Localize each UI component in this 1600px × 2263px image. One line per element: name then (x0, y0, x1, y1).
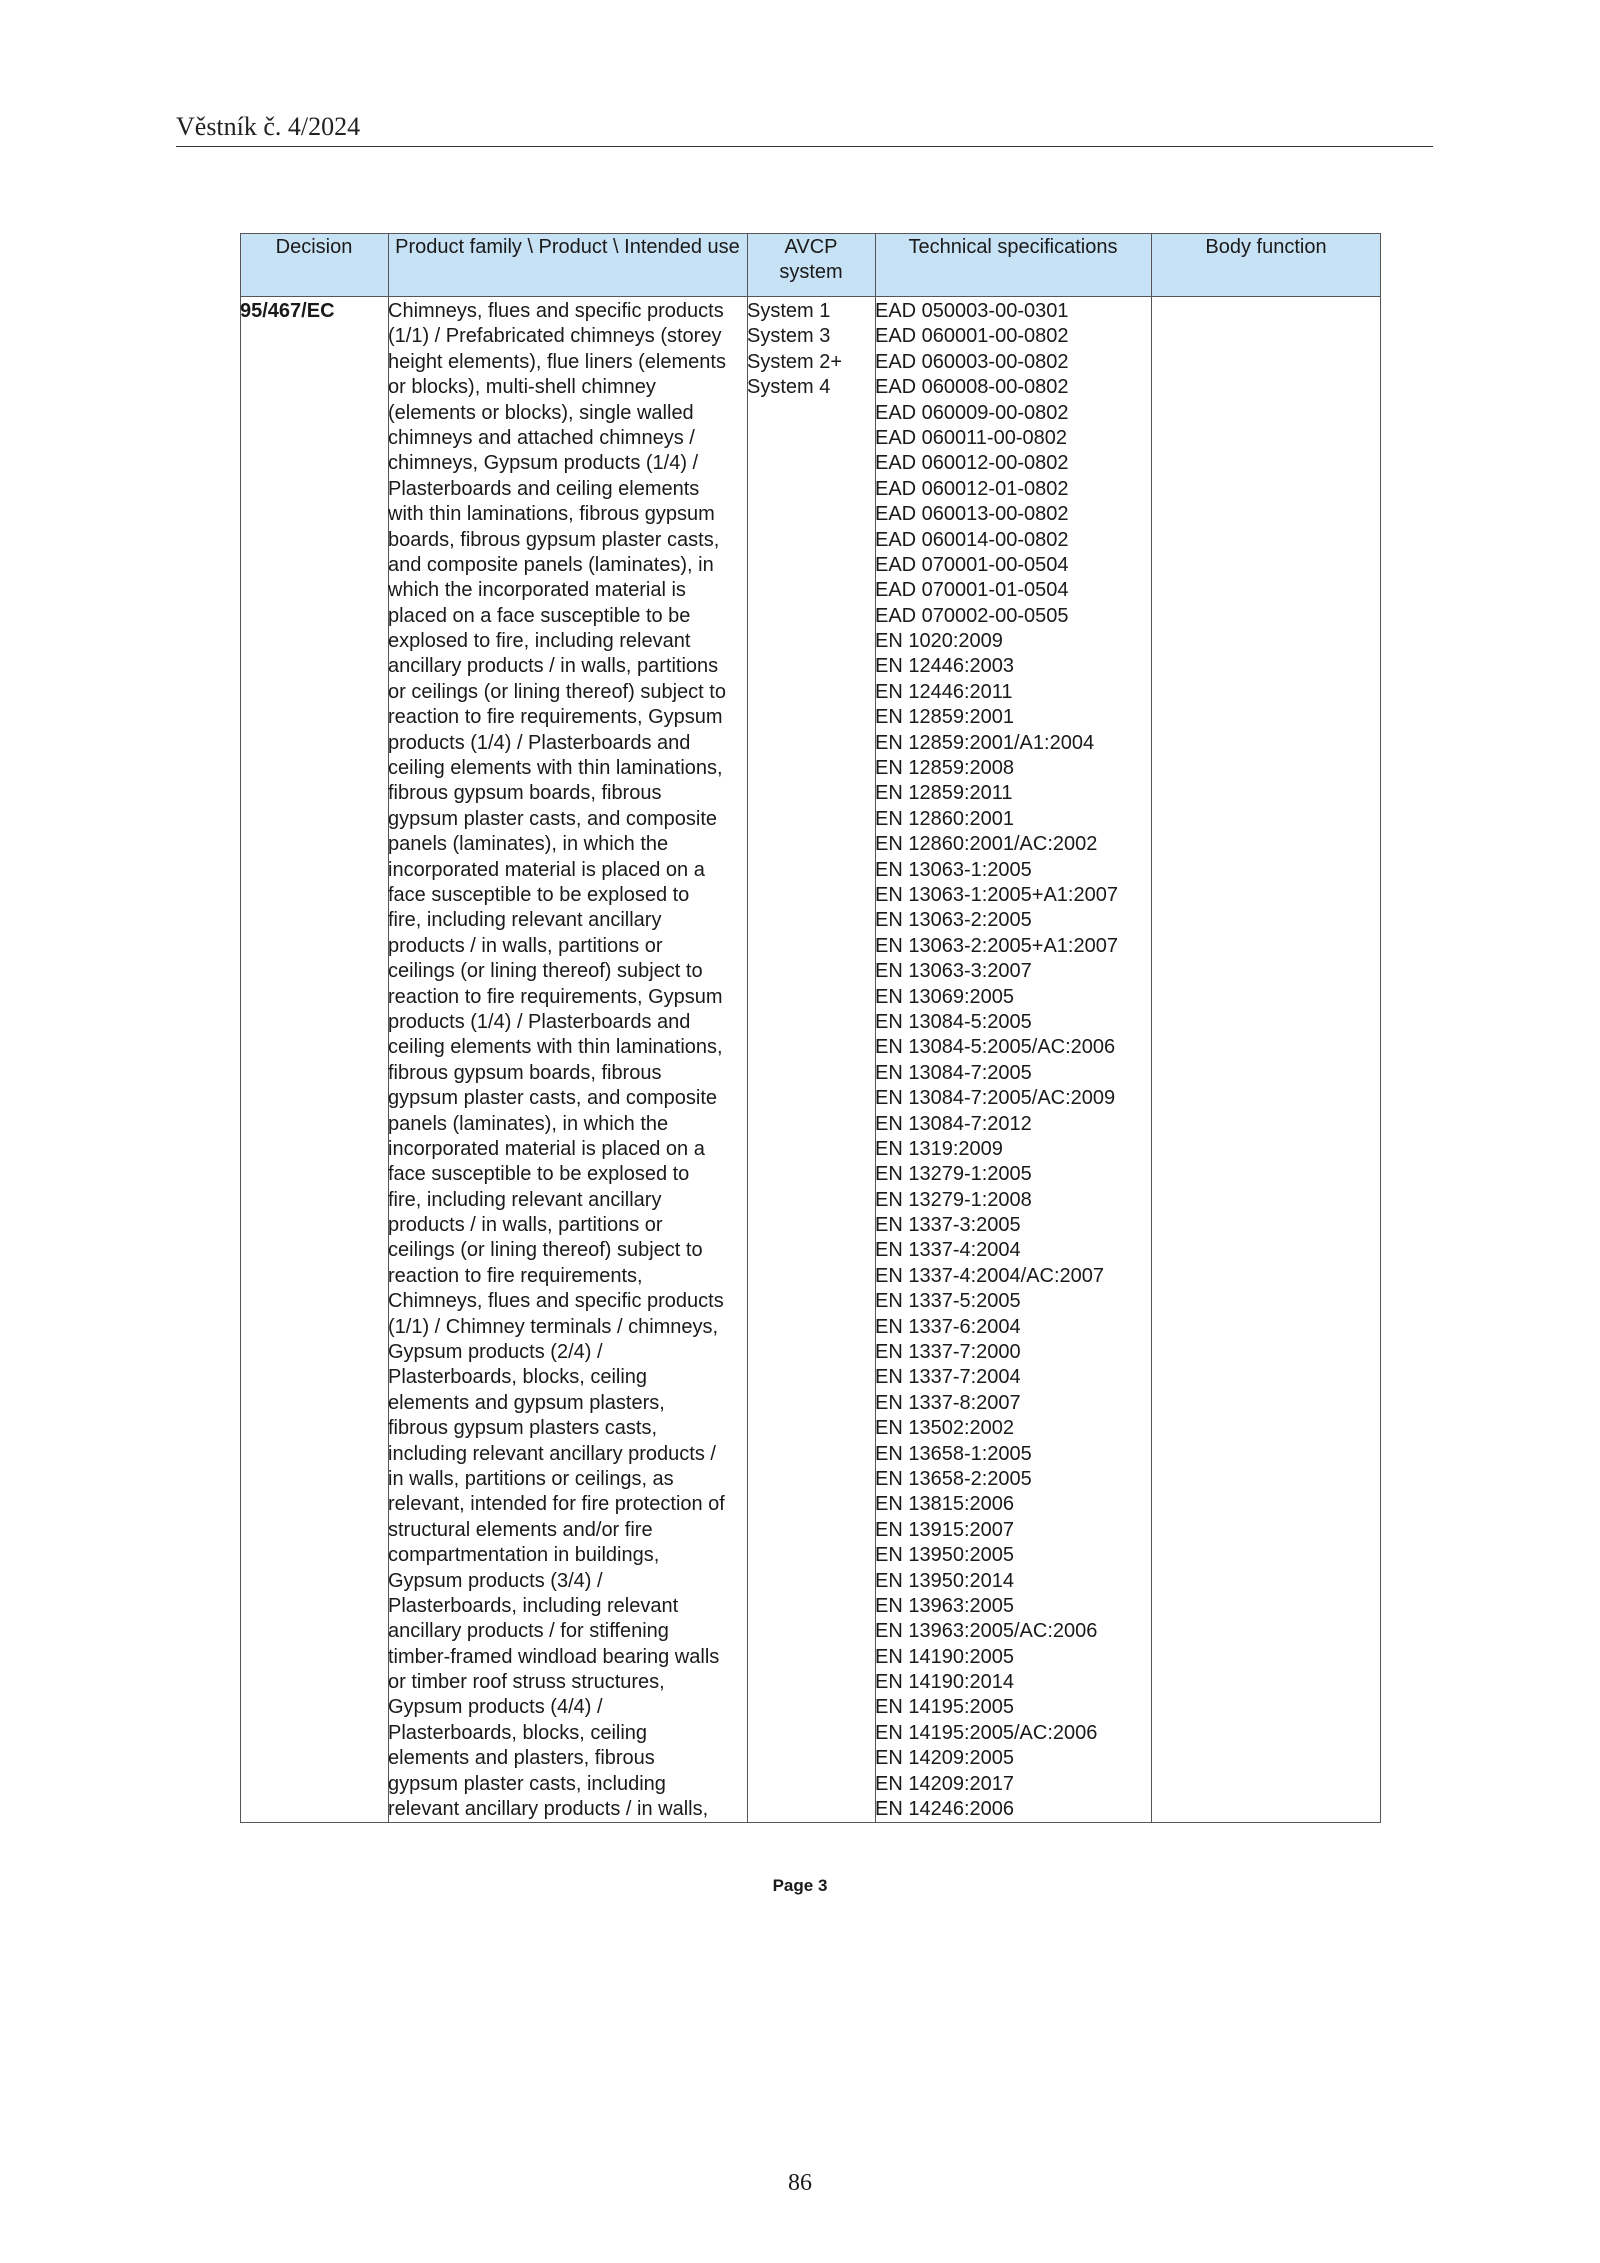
product-line: height elements), flue liners (elements (388, 350, 726, 373)
spec-line: EN 12859:2001/A1:2004 (875, 731, 1095, 754)
product-line: Plasterboards and ceiling elements (388, 477, 700, 500)
product-line: in walls, partitions or ceilings, as (388, 1467, 674, 1490)
product-line: panels (laminates), in which the (388, 833, 669, 856)
product-line: face susceptible to be explosed to (388, 1163, 690, 1186)
product-line: elements and gypsum plasters, (388, 1391, 665, 1414)
header-avcp: AVCP system (779, 236, 843, 283)
decision-cell: 95/467/EC (240, 300, 335, 322)
avcp-line: System 1 (747, 300, 831, 322)
spec-line: EN 1337-7:2000 (875, 1341, 1021, 1364)
header-decision: Decision (275, 236, 353, 258)
product-line: explosed to fire, including relevant (388, 630, 691, 653)
spec-line: EN 13950:2005 (875, 1544, 1015, 1567)
product-line: gypsum plaster casts, and composite (388, 1087, 718, 1110)
product-line: fire, including relevant ancillary (388, 1188, 662, 1211)
spec-line: EN 1337-8:2007 (875, 1391, 1021, 1414)
spec-line: EN 1337-3:2005 (875, 1214, 1021, 1237)
spec-line: EAD 060013-00-0802 (875, 503, 1069, 526)
product-line: Chimneys, flues and specific products (388, 300, 724, 322)
spec-line: EAD 070001-00-0504 (875, 553, 1069, 576)
product-line: reaction to fire requirements, Gypsum (388, 706, 723, 729)
spec-line: EN 1337-4:2004 (875, 1239, 1021, 1262)
spec-line: EN 13658-1:2005 (875, 1442, 1032, 1465)
spec-line: EN 13658-2:2005 (875, 1467, 1032, 1490)
spec-line: EN 13915:2007 (875, 1518, 1015, 1541)
spec-line: EAD 070001-01-0504 (875, 579, 1069, 602)
product-line: relevant ancillary products / in walls, (388, 1798, 709, 1821)
product-line: products (1/4) / Plasterboards and (388, 731, 691, 754)
product-line: face susceptible to be explosed to (388, 883, 690, 906)
product-line: fibrous gypsum plasters casts, (388, 1417, 657, 1440)
running-head: Věstník č. 4/2024 (176, 112, 361, 141)
header-product: Product family \ Product \ Intended use (395, 236, 740, 258)
spec-line: EAD 060003-00-0802 (875, 350, 1069, 373)
spec-line: EAD 060012-00-0802 (875, 452, 1069, 475)
product-line: (elements or blocks), single walled (388, 401, 694, 424)
spec-line: EN 14209:2005 (875, 1747, 1015, 1770)
spec-line: EAD 060009-00-0802 (875, 401, 1069, 424)
spec-line: EN 14209:2017 (875, 1772, 1015, 1795)
product-line: timber-framed windload bearing walls (388, 1645, 720, 1668)
product-line: or ceilings (or lining thereof) subject to (388, 680, 726, 703)
product-line: placed on a face susceptible to be (388, 604, 691, 627)
product-line: reaction to fire requirements, Gypsum (388, 985, 723, 1008)
spec-line: EN 13069:2005 (875, 985, 1015, 1008)
product-line: Gypsum products (2/4) / (388, 1341, 603, 1364)
spec-line: EN 14195:2005/AC:2006 (875, 1721, 1098, 1744)
spec-line: EN 13063-1:2005+A1:2007 (875, 883, 1118, 906)
spec-line: EN 1319:2009 (875, 1137, 1003, 1160)
spec-line: EN 12859:2011 (875, 782, 1013, 805)
product-line: Gypsum products (3/4) / (388, 1569, 603, 1592)
product-line: Gypsum products (4/4) / (388, 1696, 603, 1719)
spec-line: EN 1337-5:2005 (875, 1290, 1021, 1313)
spec-line: EN 13963:2005 (875, 1594, 1015, 1617)
spec-line: EN 1337-4:2004/AC:2007 (875, 1264, 1105, 1287)
spec-line: EN 12859:2008 (875, 757, 1015, 780)
product-line: compartmentation in buildings, (388, 1544, 660, 1567)
product-line: incorporated material is placed on a (388, 1137, 705, 1160)
product-table (240, 233, 1381, 1823)
product-line: (1/1) / Chimney terminals / chimneys, (388, 1315, 719, 1338)
spec-line: EN 13084-5:2005 (875, 1010, 1032, 1033)
product-line: gypsum plaster casts, and composite (388, 807, 718, 830)
spec-line: EN 14190:2005 (875, 1645, 1015, 1668)
column-divider (747, 233, 748, 1823)
avcp-line: System 4 (747, 376, 831, 399)
product-line: fire, including relevant ancillary (388, 909, 662, 932)
spec-line: EN 1337-7:2004 (875, 1366, 1021, 1389)
product-line: ceiling elements with thin laminations, (388, 1036, 723, 1059)
column-divider (1151, 233, 1152, 1823)
product-line: products / in walls, partitions or (388, 934, 663, 957)
spec-line: EAD 060012-01-0802 (875, 477, 1069, 500)
product-line: including relevant ancillary products / (388, 1442, 716, 1465)
product-line: and composite panels (laminates), in (388, 553, 714, 576)
product-line: boards, fibrous gypsum plaster casts, (388, 528, 720, 551)
product-line: Plasterboards, blocks, ceiling (388, 1721, 648, 1744)
product-line: reaction to fire requirements, (388, 1264, 643, 1287)
spec-line: EAD 060008-00-0802 (875, 376, 1069, 399)
spec-line: EN 13063-2:2005 (875, 909, 1032, 932)
spec-line: EN 13063-3:2007 (875, 960, 1032, 983)
product-line: products / in walls, partitions or (388, 1214, 663, 1237)
spec-line: EN 13084-5:2005/AC:2006 (875, 1036, 1116, 1059)
spec-line: EAD 070002-00-0505 (875, 604, 1069, 627)
spec-line: EN 14195:2005 (875, 1696, 1015, 1719)
spec-line: EN 13084-7:2005/AC:2009 (875, 1087, 1116, 1110)
product-line: ancillary products / for stiffening (388, 1620, 669, 1643)
spec-line: EAD 060014-00-0802 (875, 528, 1069, 551)
product-line: fibrous gypsum boards, fibrous (388, 782, 662, 805)
spec-line: EN 13084-7:2005 (875, 1061, 1032, 1084)
spec-line: EN 12860:2001/AC:2002 (875, 833, 1098, 856)
product-line: which the incorporated material is (388, 579, 686, 602)
product-line: gypsum plaster casts, including (388, 1772, 666, 1795)
spec-line: EN 12446:2011 (875, 680, 1013, 703)
spec-line: EAD 050003-00-0301 (875, 300, 1069, 322)
product-line: panels (laminates), in which the (388, 1112, 669, 1135)
product-line: (1/1) / Prefabricated chimneys (storey (388, 325, 722, 348)
spec-line: EN 13279-1:2005 (875, 1163, 1032, 1186)
product-line: relevant, intended for fire protection of (388, 1493, 725, 1516)
page-label: Page 3 (772, 1876, 828, 1895)
product-line: ceilings (or lining thereof) subject to (388, 1239, 703, 1262)
spec-cell (875, 299, 1118, 1822)
spec-line: EN 12859:2001 (875, 706, 1015, 729)
table-border-left (240, 233, 241, 1823)
product-line: Chimneys, flues and specific products (388, 1290, 724, 1313)
spec-line: EAD 060011-00-0802 (875, 426, 1067, 449)
product-line: ceiling elements with thin laminations, (388, 757, 723, 780)
product-line: chimneys, Gypsum products (1/4) / (388, 452, 699, 475)
spec-line: EN 13279-1:2008 (875, 1188, 1032, 1211)
product-line: ceilings (or lining thereof) subject to (388, 960, 703, 983)
product-line: Plasterboards, including relevant (388, 1594, 679, 1617)
header-rule (176, 146, 1433, 147)
spec-line: EN 13063-2:2005+A1:2007 (875, 934, 1118, 957)
product-line: incorporated material is placed on a (388, 858, 705, 881)
avcp-line: System 3 (747, 325, 831, 348)
product-line: chimneys and attached chimneys / (388, 426, 695, 449)
product-line: ancillary products / in walls, partitions (388, 655, 719, 678)
spec-line: EAD 060001-00-0802 (875, 325, 1069, 348)
product-line: structural elements and/or fire (388, 1518, 653, 1541)
table-border-right (1380, 233, 1381, 1823)
product-line: with thin laminations, fibrous gypsum (388, 503, 715, 526)
spec-line: EN 12446:2003 (875, 655, 1015, 678)
spec-line: EN 1020:2009 (875, 630, 1003, 653)
header-spec: Technical specifications (908, 236, 1118, 258)
avcp-line: System 2+ (747, 350, 843, 373)
spec-line: EN 12860:2001 (875, 807, 1015, 830)
page-number: 86 (788, 2170, 812, 2196)
spec-line: EN 13815:2006 (875, 1493, 1015, 1516)
product-line: or timber roof struss structures, (388, 1671, 665, 1694)
header-body: Body function (1205, 236, 1327, 258)
product-line: elements and plasters, fibrous (388, 1747, 655, 1770)
spec-line: EN 13084-7:2012 (875, 1112, 1032, 1135)
spec-line: EN 1337-6:2004 (875, 1315, 1021, 1338)
spec-line: EN 13963:2005/AC:2006 (875, 1620, 1098, 1643)
avcp-cell (747, 299, 842, 401)
spec-line: EN 14246:2006 (875, 1798, 1015, 1821)
product-line: fibrous gypsum boards, fibrous (388, 1061, 662, 1084)
spec-line: EN 13063-1:2005 (875, 858, 1032, 881)
product-line: products (1/4) / Plasterboards and (388, 1010, 691, 1033)
spec-line: EN 13950:2014 (875, 1569, 1015, 1592)
spec-line: EN 14190:2014 (875, 1671, 1015, 1694)
product-cell (388, 299, 726, 1822)
spec-line: EN 13502:2002 (875, 1417, 1015, 1440)
product-line: or blocks), multi-shell chimney (388, 376, 656, 399)
product-line: Plasterboards, blocks, ceiling (388, 1366, 648, 1389)
